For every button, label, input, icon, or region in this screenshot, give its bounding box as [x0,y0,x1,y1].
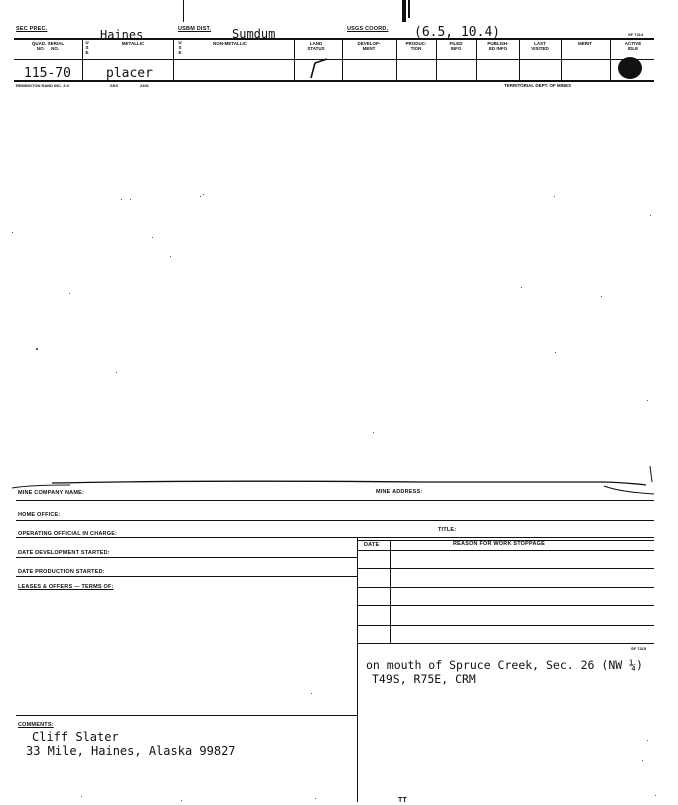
operating-official-label: OPERATING OFFICIAL IN CHARGE: [18,531,118,537]
punch-mark [402,0,406,22]
comments-label: COMMENTS: [18,722,54,728]
col-use-a: U S E [85,40,89,55]
usbm-dist-label: USBM DIST. [178,26,212,32]
date-column-label: DATE [364,542,380,548]
card-bottom-rule [14,80,654,82]
top-tick-line [183,0,184,22]
form-code-bottom: SF 7315 [631,646,647,651]
col-published-info: PUBLISH- ED INFO [487,41,509,51]
col-active-idle: ACTIVE IDLE [624,41,642,51]
col-filed-info: FILED INFO [449,41,463,51]
quad-serial-value: 115-70 [24,66,71,81]
location-line-2: T49S, R75E, CRM [372,672,476,686]
col-merit: MERIT [578,41,592,46]
active-idle-mark [618,57,642,79]
mine-address-label: MINE ADDRESS: [376,489,423,495]
col-non-metallic: NON-METALLIC [213,41,247,46]
mine-company-name-label: MINE COMPANY NAME: [18,490,85,496]
col-last-visited: LAST VISITED [531,41,549,51]
land-status-check-mark [308,58,330,80]
col-land-status: LAND STATUS [307,41,325,51]
date-development-label: DATE DEVELOPMENT STARTED: [18,550,110,556]
leases-offers-label: LEASES & OFFERS — TERMS OF: [18,584,114,590]
form-edge-curves [0,458,678,498]
department-label: TERRITORIAL DEPT. OF MINES [504,83,572,88]
sec-prec-value: Haines [100,28,144,42]
usgs-coord-value: (6.5, 10.4) [414,25,501,40]
header-rule [14,38,654,40]
usgs-coord-label: USGS COORD. [347,26,389,32]
form-code-top: SF 7314 [628,32,644,37]
punch-mark-2 [408,0,410,18]
center-divider [357,537,358,802]
bottom-mark: TT [398,797,407,804]
printer-code-b: 2301 [140,83,149,88]
printer-line: REMINGTON RAND INC. 3.0 [16,83,69,88]
comments-line-2: 33 Mile, Haines, Alaska 99827 [26,744,236,758]
comments-line-1: Cliff Slater [32,730,119,744]
col-metallic: METALLIC [121,41,145,46]
usbm-dist-value: Sumdum [232,27,276,41]
col-development: DEVELOP- MENT [357,41,381,51]
col-quad-serial: QUAD. SERIAL NO. NO. [31,41,65,51]
metallic-value: placer [106,66,153,81]
printer-code-a: SSS [110,83,119,88]
sec-prec-label: SEC PREC. [16,26,48,32]
date-reason-divider [390,540,391,643]
home-office-label: HOME OFFICE: [18,512,61,518]
col-use-b: U S E [178,40,182,55]
subheader-rule [14,59,654,60]
date-production-label: DATE PRODUCTION STARTED: [18,569,105,575]
reason-column-label: REASON FOR WORK STOPPAGE [453,541,545,547]
location-line-1: on mouth of Spruce Creek, Sec. 26 (NW ¼) [366,658,643,672]
title-label: TITLE: [438,527,457,533]
col-production: PRODUC- TION [405,41,427,51]
